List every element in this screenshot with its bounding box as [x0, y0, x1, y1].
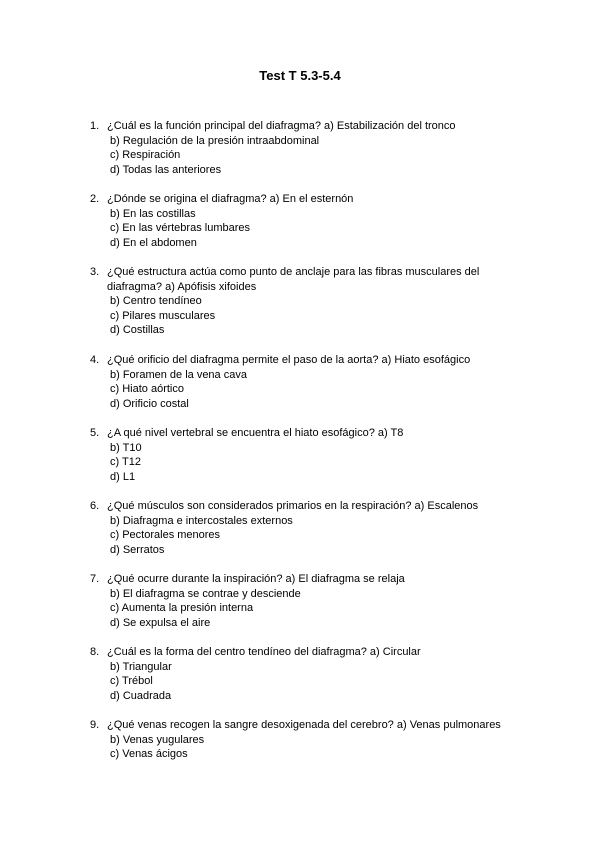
option-b: b) Centro tendíneo	[110, 295, 202, 308]
option-d: d) Cuadrada	[110, 689, 172, 702]
question-5	[90, 426, 510, 484]
question-stem: ¿Qué orificio del diafragma permite el paso de la aorta? a) Hiato esofágico	[107, 354, 471, 366]
option-b: b) T10	[110, 441, 142, 454]
question-stem: ¿Qué venas recogen la sangre desoxigenada del cerebro? a) Venas pulmonares	[107, 719, 501, 731]
question-2	[90, 192, 510, 250]
page-title: Test T 5.3-5.4	[259, 68, 341, 83]
option-b: b) En las costillas	[110, 207, 196, 220]
option-b: b) Venas yugulares	[110, 733, 205, 746]
question-stem: ¿Qué músculos son considerados primarios en la respiración? a) Escalenos	[107, 500, 479, 512]
question-number: 9.	[90, 719, 100, 731]
question-1	[90, 119, 510, 177]
question-number: 6.	[90, 500, 100, 512]
question-stem: ¿Cuál es la función principal del diafragma? a) Estabilización del tronco	[107, 120, 456, 132]
question-number: 8.	[90, 646, 100, 658]
question-stem: ¿A qué nivel vertebral se encuentra el hiato esofágico? a) T8	[107, 427, 404, 439]
option-d: d) Orificio costal	[110, 397, 189, 410]
question-4	[90, 353, 510, 411]
question-7	[90, 572, 510, 630]
option-c: c) T12	[110, 456, 141, 469]
question-number: 4.	[90, 354, 100, 366]
option-b: b) Foramen de la vena cava	[110, 368, 247, 381]
option-d: d) Se expulsa el aire	[110, 616, 211, 629]
option-d: d) Serratos	[110, 543, 165, 556]
option-b: b) Regulación de la presión intraabdominal	[110, 134, 320, 147]
option-c: c) Trébol	[110, 675, 153, 688]
question-stem: ¿Qué ocurre durante la inspiración? a) El diafragma se relaja	[107, 573, 405, 585]
question-number: 5.	[90, 427, 100, 439]
question-number: 7.	[90, 573, 100, 585]
option-d: d) Costillas	[110, 324, 165, 337]
question-number: 2.	[90, 193, 100, 205]
question-3	[90, 265, 510, 338]
option-d: d) En el abdomen	[110, 236, 197, 249]
option-c: c) Pilares musculares	[110, 309, 216, 322]
question-stem: ¿Dónde se origina el diafragma? a) En el esternón	[107, 193, 354, 205]
option-b: b) Triangular	[110, 660, 172, 673]
option-c: c) Aumenta la presión interna	[110, 602, 254, 615]
option-d: d) Todas las anteriores	[110, 163, 222, 176]
option-c: c) En las vértebras lumbares	[110, 222, 250, 235]
option-b: b) El diafragma se contrae y desciende	[110, 587, 301, 600]
option-c: c) Pectorales menores	[110, 529, 221, 542]
question-number: 1.	[90, 120, 100, 132]
option-c: c) Respiración	[110, 149, 181, 162]
question-6	[90, 499, 510, 557]
question-8	[90, 645, 510, 703]
question-stem: ¿Cuál es la forma del centro tendíneo del diafragma? a) Circular	[107, 646, 421, 658]
option-c: c) Venas ácigos	[110, 748, 188, 761]
option-d: d) L1	[110, 470, 136, 483]
question-9	[90, 718, 510, 762]
option-b: b) Diafragma e intercostales externos	[110, 514, 293, 527]
question-number: 3.	[90, 266, 100, 278]
question-stem: ¿Qué estructura actúa como punto de anclaje para las fibras musculares del diafragma? a) Apófisis xifoides	[107, 266, 480, 293]
option-c: c) Hiato aórtico	[110, 383, 184, 396]
